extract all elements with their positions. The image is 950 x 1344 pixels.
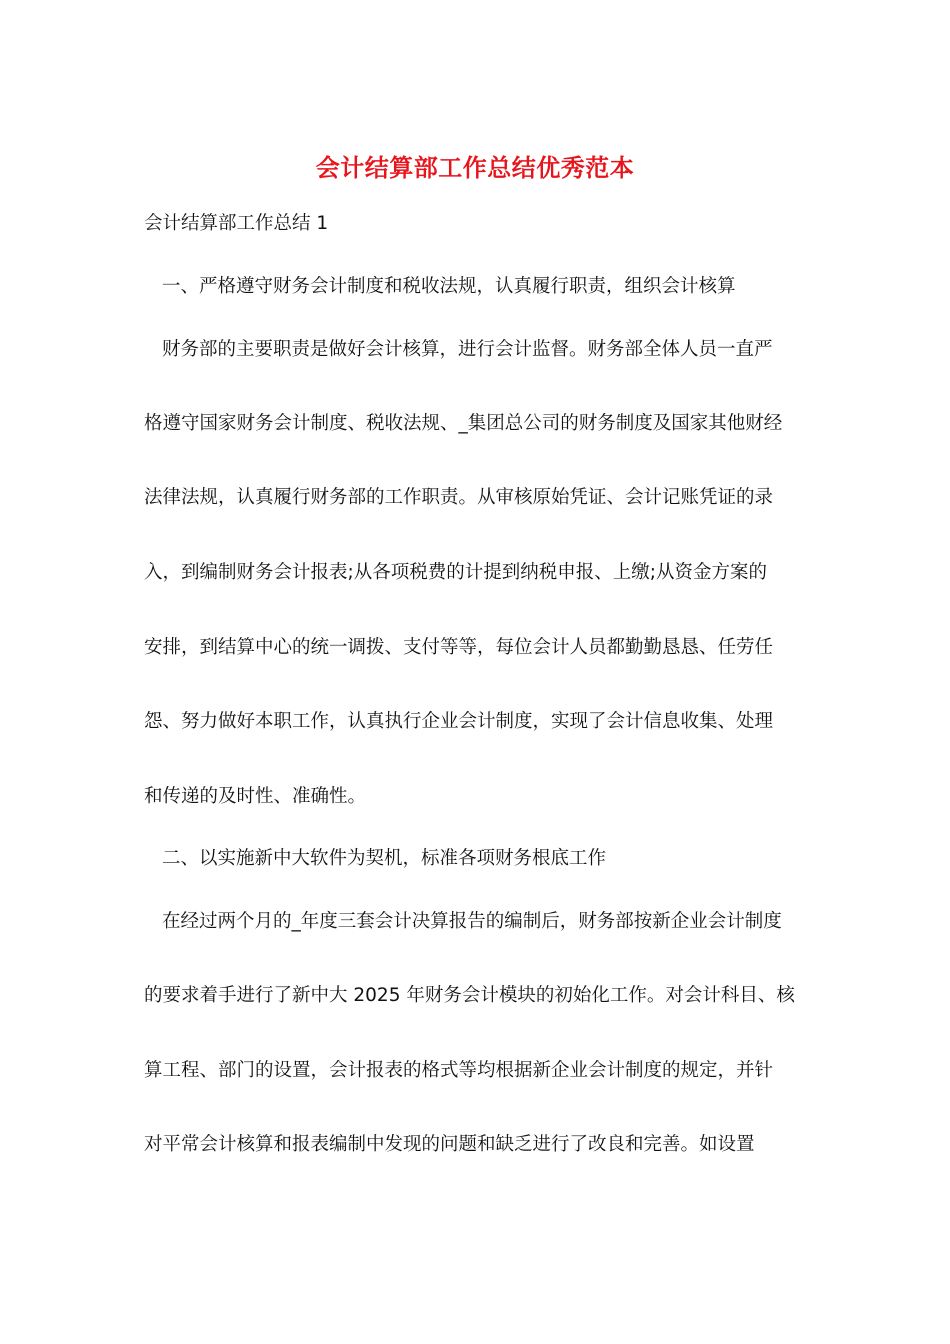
paragraph-line: 算工程、部门的设置，会计报表的格式等均根据新企业会计制度的规定，并针 <box>144 1060 774 1081</box>
paragraph-line: 安排，到结算中心的统一调拨、支付等等，每位会计人员都勤勤恳恳、任劳任 <box>144 637 774 658</box>
paragraph-line: 法律法规，认真履行财务部的工作职责。从审核原始凭证、会计记账凭证的录 <box>144 487 774 508</box>
paragraph-line: 在经过两个月的_年度三套会计决算报告的编制后，财务部按新企业会计制度 <box>162 911 782 932</box>
paragraph-line: 格遵守国家财务会计制度、税收法规、_集团总公司的财务制度及国家其他财经 <box>144 413 783 434</box>
document-title: 会计结算部工作总结优秀范本 <box>315 154 635 182</box>
paragraph-line: 财务部的主要职责是做好会计核算，进行会计监督。财务部全体人员一直严 <box>162 339 773 360</box>
paragraph-heading: 一、严格遵守财务会计制度和税收法规，认真履行职责，组织会计核算 <box>162 276 736 297</box>
section-heading: 会计结算部工作总结 1 <box>144 213 329 234</box>
paragraph-line: 入，到编制财务会计报表;从各项税费的计提到纳税申报、上缴;从资金方案的 <box>144 562 767 583</box>
paragraph-line: 的要求着手进行了新中大 2025 年财务会计模块的初始化工作。对会计科目、核 <box>144 985 795 1006</box>
paragraph-heading: 二、以实施新中大软件为契机，标准各项财务根底工作 <box>162 848 607 869</box>
paragraph-line: 对平常会计核算和报表编制中发现的问题和缺乏进行了改良和完善。如设置 <box>144 1134 755 1155</box>
paragraph-line: 和传递的及时性、准确性。 <box>144 786 367 807</box>
paragraph-line: 怨、努力做好本职工作，认真执行企业会计制度，实现了会计信息收集、处理 <box>144 711 774 732</box>
